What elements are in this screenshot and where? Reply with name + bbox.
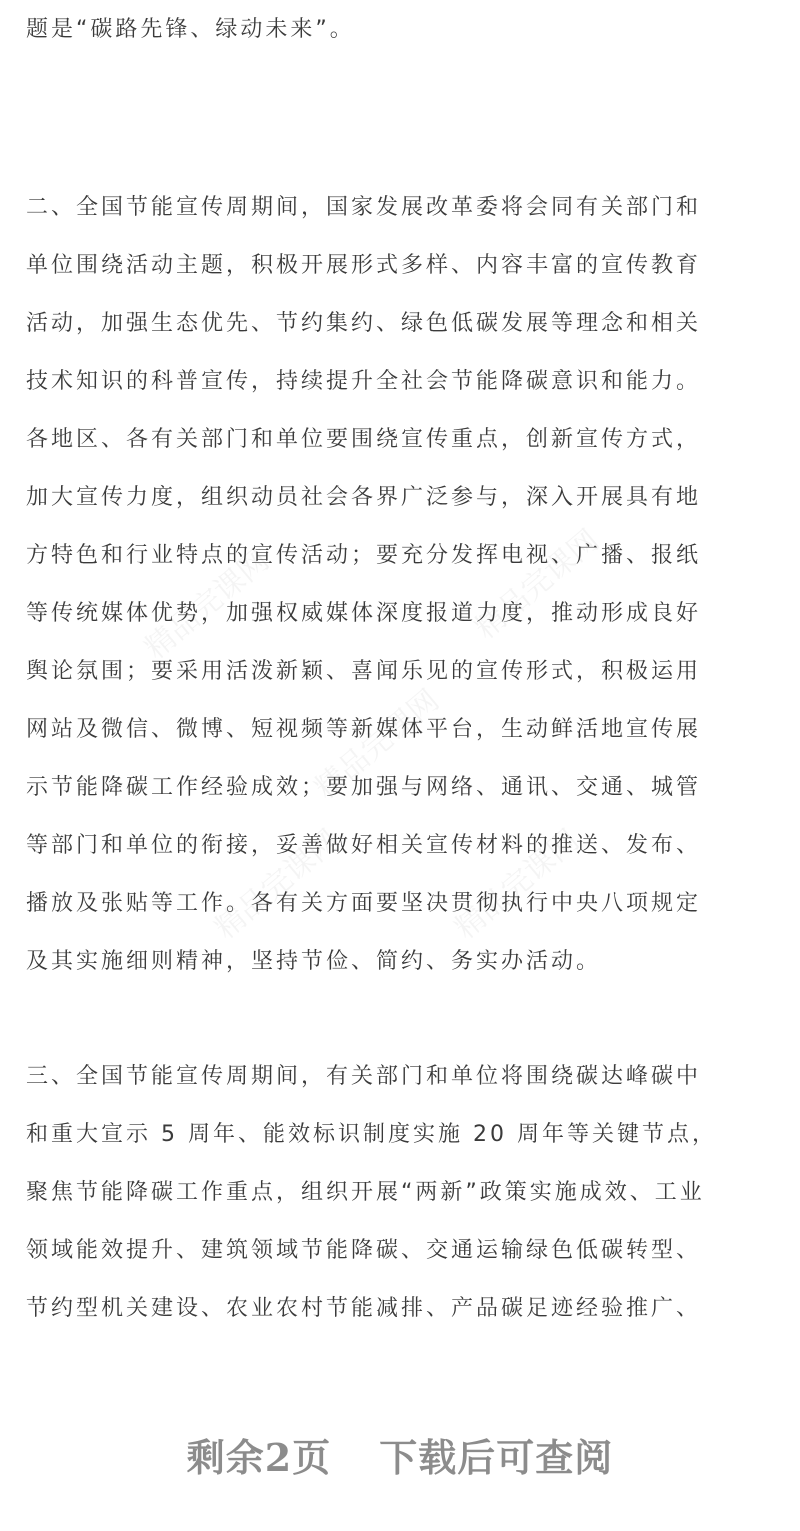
paragraph-line: 播放及张贴等工作。各有关方面要坚决贯彻执行中央八项规定 <box>26 891 702 916</box>
paragraph-line: 舆论氛围；要采用活泼新颖、喜闻乐见的宣传形式，积极运用 <box>26 659 702 684</box>
paragraph-line: 聚焦节能降碳工作重点，组织开展“两新”政策实施成效、工业 <box>26 1180 705 1205</box>
watermark: 精品完课网 <box>208 823 346 947</box>
paragraph-line: 二、全国节能宣传周期间，国家发展改革委将会同有关部门和 <box>26 195 702 220</box>
paragraph-line: 活动，加强生态优先、节约集约、绿色低碳发展等理念和相关 <box>26 311 702 336</box>
paragraph-line: 节约型机关建设、农业农村节能减排、产品碳足迹经验推广、 <box>26 1296 702 1321</box>
watermark: 精品完课网 <box>468 523 606 647</box>
paragraph-line: 三、全国节能宣传周期间，有关部门和单位将围绕碳达峰碳中 <box>26 1064 702 1089</box>
paragraph-line: 等部门和单位的衔接，妥善做好相关宣传材料的推送、发布、 <box>26 833 702 858</box>
download-prompt[interactable] <box>0 1424 800 1484</box>
paragraph-line: 和重大宣示 5 周年、能效标识制度实施 20 周年等关键节点， <box>26 1122 717 1147</box>
paragraph-line: 网站及微信、微博、短视频等新媒体平台，生动鲜活地宣传展 <box>26 717 702 742</box>
download-to-view-text: 下载后可查阅 <box>379 1434 614 1480</box>
paragraph-line: 加大宣传力度，组织动员社会各界广泛参与，深入开展具有地 <box>26 485 702 510</box>
paragraph-line: 单位围绕活动主题，积极开展形式多样、内容丰富的宣传教育 <box>26 253 702 278</box>
paragraph-line: 题是“碳路先锋、绿动未来”。 <box>26 17 355 42</box>
paragraph-line: 示节能降碳工作经验成效；要加强与网络、通讯、交通、城管 <box>26 775 702 800</box>
watermark: 精品完课网 <box>448 823 586 947</box>
paragraph-line: 各地区、各有关部门和单位要围绕宣传重点，创新宣传方式， <box>26 427 702 452</box>
paragraph-line: 及其实施细则精神，坚持节俭、简约、务实办活动。 <box>26 949 602 974</box>
paragraph-line: 方特色和行业特点的宣传活动；要充分发挥电视、广播、报纸 <box>26 543 702 568</box>
watermark: 精品完课网 <box>308 683 446 807</box>
watermark: 精品完课网 <box>138 543 276 667</box>
paragraph-line: 技术知识的科普宣传，持续提升全社会节能降碳意识和能力。 <box>26 369 702 394</box>
paragraph-line: 领域能效提升、建筑领域节能降碳、交通运输绿色低碳转型、 <box>26 1238 702 1263</box>
remaining-pages-text: 剩余2页 <box>186 1434 332 1480</box>
paragraph-line: 等传统媒体优势，加强权威媒体深度报道力度，推动形成良好 <box>26 601 702 626</box>
